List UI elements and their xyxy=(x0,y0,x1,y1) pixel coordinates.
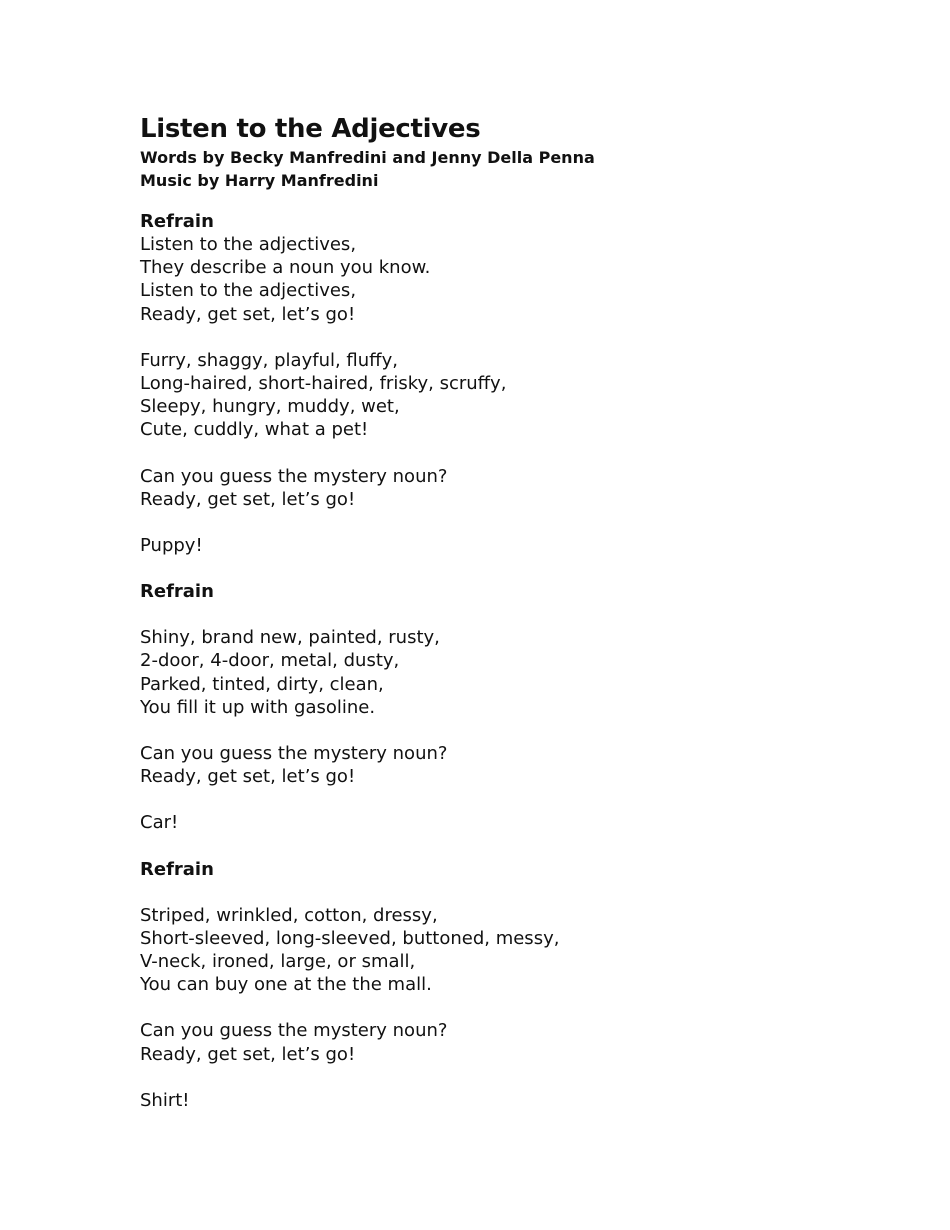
song-title: Listen to the Adjectives xyxy=(140,114,481,144)
refrain-line: They describe a noun you know. xyxy=(140,257,431,279)
answer-2 xyxy=(140,811,840,834)
question-2 xyxy=(140,742,840,788)
verse-line: Furry, shaggy, playful, fluffy, xyxy=(140,349,398,371)
verse-line: Short-sleeved, long-sleeved, buttoned, messy, xyxy=(140,927,560,949)
question-line: Can you guess the mystery noun? xyxy=(140,1020,448,1042)
question-3 xyxy=(140,1019,840,1065)
verse-1 xyxy=(140,349,840,442)
answer-1 xyxy=(140,534,840,557)
answer-3 xyxy=(140,1089,840,1112)
refrain-3 xyxy=(140,858,840,881)
answer: Shirt! xyxy=(140,1089,190,1111)
question-line: Ready, get set, let’s go! xyxy=(140,1043,356,1065)
verse-2 xyxy=(140,626,840,719)
verse-line: You can buy one at the the mall. xyxy=(140,974,432,996)
refrain-heading: Refrain xyxy=(140,211,214,232)
question-1 xyxy=(140,465,840,511)
verse-line: Sleepy, hungry, muddy, wet, xyxy=(140,396,400,418)
verse-line: Parked, tinted, dirty, clean, xyxy=(140,673,384,695)
music-credit: Music by Harry Manfredini xyxy=(140,171,379,190)
question-line: Ready, get set, let’s go! xyxy=(140,766,356,788)
refrain-heading: Refrain xyxy=(140,858,214,880)
verse-line: V-neck, ironed, large, or small, xyxy=(140,951,416,973)
question-line: Can you guess the mystery noun? xyxy=(140,743,448,765)
verse-line: You fill it up with gasoline. xyxy=(140,696,376,718)
answer: Car! xyxy=(140,812,179,834)
question-line: Ready, get set, let’s go! xyxy=(140,488,356,510)
verse-line: 2-door, 4-door, metal, dusty, xyxy=(140,650,400,672)
refrain-2 xyxy=(140,580,840,603)
verse-line: Long-haired, short-haired, frisky, scruffy, xyxy=(140,373,507,395)
answer: Puppy! xyxy=(140,535,203,557)
refrain-line: Listen to the adjectives, xyxy=(140,280,357,302)
credits xyxy=(140,146,840,192)
refrain-line: Listen to the adjectives, xyxy=(140,234,357,255)
question-line: Can you guess the mystery noun? xyxy=(140,465,448,487)
refrain-line: Ready, get set, let’s go! xyxy=(140,303,356,325)
song-sheet xyxy=(140,112,840,1135)
words-credit: Words by Becky Manfredini and Jenny Della Penna xyxy=(140,148,595,167)
verse-line: Striped, wrinkled, cotton, dressy, xyxy=(140,904,438,926)
verse-line: Shiny, brand new, painted, rusty, xyxy=(140,627,440,649)
verse-line: Cute, cuddly, what a pet! xyxy=(140,419,369,441)
refrain-full xyxy=(140,210,840,326)
verse-3 xyxy=(140,904,840,997)
refrain-heading: Refrain xyxy=(140,581,214,603)
